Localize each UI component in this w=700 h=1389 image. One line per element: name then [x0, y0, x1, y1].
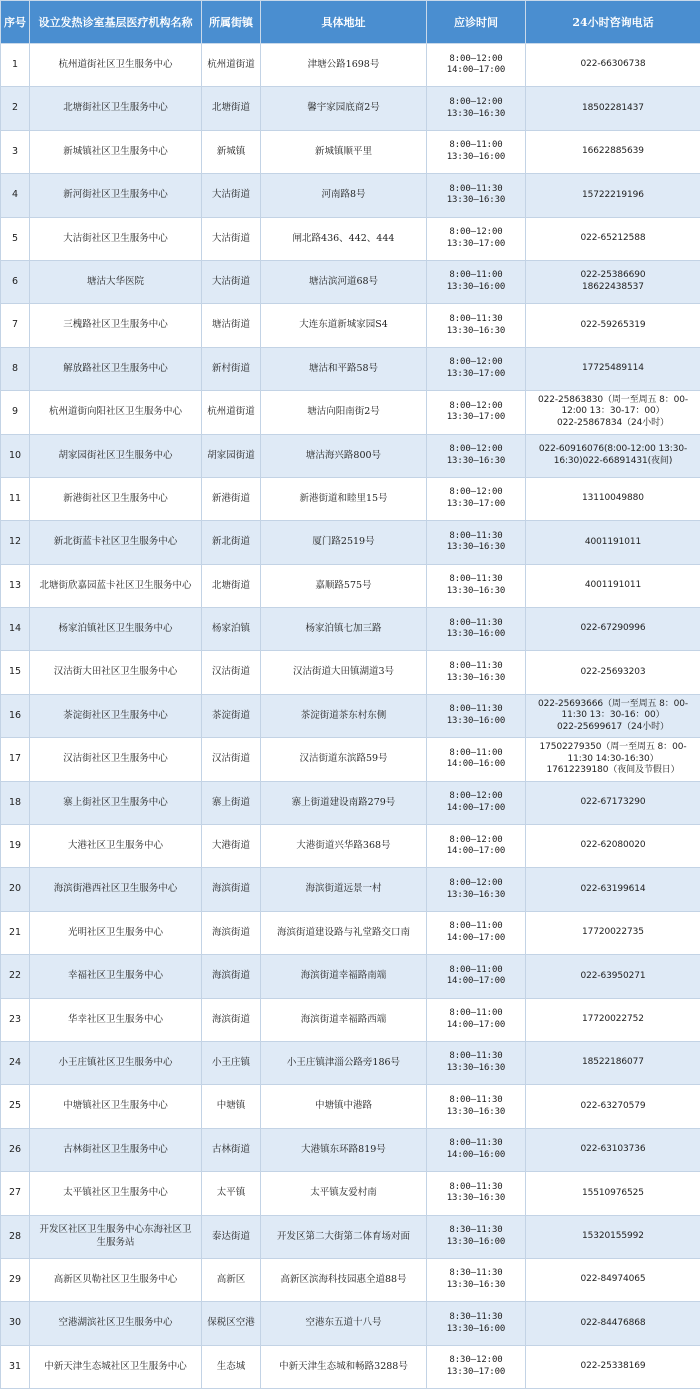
table-row — [1, 87, 700, 130]
row-index: 22 — [1, 955, 30, 998]
phone-number: 022-59265319 — [526, 304, 700, 347]
table-row — [1, 1302, 700, 1345]
institution-name: 杨家泊镇社区卫生服务中心 — [30, 608, 202, 651]
address: 塘沽海兴路800号 — [261, 434, 427, 477]
town-name: 大沽街道 — [202, 174, 261, 217]
row-index: 26 — [1, 1128, 30, 1171]
institution-name: 解放路社区卫生服务中心 — [30, 347, 202, 390]
phone-number: 15722219196 — [526, 174, 700, 217]
table-row — [1, 825, 700, 868]
address: 大港镇东环路819号 — [261, 1128, 427, 1171]
row-index: 7 — [1, 304, 30, 347]
address: 新城镇顺平里 — [261, 130, 427, 173]
row-index: 20 — [1, 868, 30, 911]
institution-name: 光明社区卫生服务中心 — [30, 911, 202, 954]
address: 大港街道兴华路368号 — [261, 825, 427, 868]
phone-number: 022-60916076(8:00-12:00 13:30- 16:30)022-66891431(夜间) — [526, 434, 700, 477]
row-index: 16 — [1, 694, 30, 737]
clinic-hours: 8:30—11:30 13:30—16:00 — [427, 1302, 526, 1345]
table-row — [1, 1128, 700, 1171]
row-index: 28 — [1, 1215, 30, 1258]
table-row — [1, 1085, 700, 1128]
town-name: 大港街道 — [202, 825, 261, 868]
address: 中塘镇中港路 — [261, 1085, 427, 1128]
town-name: 新北街道 — [202, 521, 261, 564]
address: 塘沽向阳南街2号 — [261, 391, 427, 434]
row-index: 30 — [1, 1302, 30, 1345]
clinic-hours: 8:00—11:00 13:30—16:00 — [427, 260, 526, 303]
row-index: 13 — [1, 564, 30, 607]
table-row — [1, 651, 700, 694]
address: 塘沽滨河道68号 — [261, 260, 427, 303]
address: 空港东五道十八号 — [261, 1302, 427, 1345]
town-name: 高新区 — [202, 1258, 261, 1301]
address: 汉沽街道大田镇湖道3号 — [261, 651, 427, 694]
table-row — [1, 217, 700, 260]
town-name: 大沽街道 — [202, 260, 261, 303]
phone-number: 17725489114 — [526, 347, 700, 390]
table-row — [1, 477, 700, 520]
table-row — [1, 347, 700, 390]
header-phone: 24小时咨询电话 — [526, 1, 700, 44]
town-name: 汉沽街道 — [202, 651, 261, 694]
institution-name: 空港湖滨社区卫生服务中心 — [30, 1302, 202, 1345]
address: 杨家泊镇七加三路 — [261, 608, 427, 651]
table-row — [1, 1345, 700, 1388]
clinic-hours: 8:30—12:00 13:30—17:00 — [427, 1345, 526, 1388]
row-index: 29 — [1, 1258, 30, 1301]
clinic-hours: 8:00—12:00 13:30—17:00 — [427, 477, 526, 520]
clinic-hours: 8:00—12:00 14:00—17:00 — [427, 44, 526, 87]
phone-number: 022-63103736 — [526, 1128, 700, 1171]
table-row — [1, 998, 700, 1041]
town-name: 大沽街道 — [202, 217, 261, 260]
town-name: 杭州道街道 — [202, 391, 261, 434]
table-row — [1, 955, 700, 998]
clinic-hours: 8:00—12:00 13:30—17:00 — [427, 217, 526, 260]
phone-number: 18522186077 — [526, 1041, 700, 1084]
clinic-hours: 8:00—12:00 14:00—17:00 — [427, 781, 526, 824]
phone-number: 022-25693666（周一至周五 8：00- 11:30 13：30-16：00） 022-25699617（24小时） — [526, 694, 700, 737]
table-row — [1, 44, 700, 87]
clinic-hours: 8:00—12:00 13:30—16:30 — [427, 868, 526, 911]
phone-number: 15510976525 — [526, 1172, 700, 1215]
table-row — [1, 260, 700, 303]
table-header-row — [1, 1, 700, 44]
phone-number: 022-84974065 — [526, 1258, 700, 1301]
phone-number: 4001191011 — [526, 564, 700, 607]
address: 海滨街道远景一村 — [261, 868, 427, 911]
clinic-hours: 8:00—11:00 14:00—16:00 — [427, 738, 526, 781]
row-index: 6 — [1, 260, 30, 303]
address: 太平镇友爱村南 — [261, 1172, 427, 1215]
table-row — [1, 738, 700, 781]
institution-name: 三槐路社区卫生服务中心 — [30, 304, 202, 347]
town-name: 海滨街道 — [202, 955, 261, 998]
address: 馨宇家园底商2号 — [261, 87, 427, 130]
town-name: 茶淀街道 — [202, 694, 261, 737]
table-row — [1, 1041, 700, 1084]
address: 河南路8号 — [261, 174, 427, 217]
town-name: 杨家泊镇 — [202, 608, 261, 651]
town-name: 新港街道 — [202, 477, 261, 520]
row-index: 18 — [1, 781, 30, 824]
row-index: 23 — [1, 998, 30, 1041]
table-row — [1, 521, 700, 564]
clinic-hours: 8:00—11:30 13:30—16:30 — [427, 1085, 526, 1128]
institution-name: 幸福社区卫生服务中心 — [30, 955, 202, 998]
address: 海滨街道建设路与礼堂路交口南 — [261, 911, 427, 954]
clinic-hours: 8:30—11:30 13:30—16:00 — [427, 1215, 526, 1258]
institution-name: 茶淀街社区卫生服务中心 — [30, 694, 202, 737]
table-row — [1, 781, 700, 824]
institution-name: 新北街蓝卡社区卫生服务中心 — [30, 521, 202, 564]
institution-name: 中塘镇社区卫生服务中心 — [30, 1085, 202, 1128]
row-index: 5 — [1, 217, 30, 260]
phone-number: 17720022735 — [526, 911, 700, 954]
address: 海滨街道幸福路南端 — [261, 955, 427, 998]
institution-name: 高新区贝勒社区卫生服务中心 — [30, 1258, 202, 1301]
clinic-hours: 8:00—11:00 13:30—16:00 — [427, 130, 526, 173]
table-row — [1, 130, 700, 173]
table-row — [1, 911, 700, 954]
town-name: 海滨街道 — [202, 998, 261, 1041]
clinic-hours: 8:00—11:30 13:30—16:00 — [427, 694, 526, 737]
institution-name: 北塘街社区卫生服务中心 — [30, 87, 202, 130]
row-index: 1 — [1, 44, 30, 87]
phone-number: 022-84476868 — [526, 1302, 700, 1345]
address: 津塘公路1698号 — [261, 44, 427, 87]
phone-number: 022-63270579 — [526, 1085, 700, 1128]
clinic-hours: 8:00—11:30 13:30—16:30 — [427, 304, 526, 347]
clinic-hours: 8:30—11:30 13:30—16:30 — [427, 1258, 526, 1301]
phone-number: 022-63199614 — [526, 868, 700, 911]
row-index: 21 — [1, 911, 30, 954]
phone-number: 022-62080020 — [526, 825, 700, 868]
phone-number: 15320155992 — [526, 1215, 700, 1258]
row-index: 15 — [1, 651, 30, 694]
table-row — [1, 868, 700, 911]
town-name: 北塘街道 — [202, 87, 261, 130]
phone-number: 022-25863830（周一至周五 8：00- 12:00 13：30-17：00） 022-25867834（24小时） — [526, 391, 700, 434]
clinic-hours: 8:00—11:30 13:30—16:30 — [427, 174, 526, 217]
town-name: 杭州道街道 — [202, 44, 261, 87]
clinic-hours: 8:00—11:30 13:30—16:30 — [427, 1041, 526, 1084]
clinic-hours: 8:00—11:30 14:00—16:00 — [427, 1128, 526, 1171]
institution-name: 太平镇社区卫生服务中心 — [30, 1172, 202, 1215]
row-index: 11 — [1, 477, 30, 520]
institution-name: 新城镇社区卫生服务中心 — [30, 130, 202, 173]
header-address: 具体地址 — [261, 1, 427, 44]
address: 高新区滨海科技园惠全道88号 — [261, 1258, 427, 1301]
phone-number: 022-63950271 — [526, 955, 700, 998]
row-index: 4 — [1, 174, 30, 217]
institution-name: 胡家园街社区卫生服务中心 — [30, 434, 202, 477]
table-row — [1, 694, 700, 737]
town-name: 汉沽街道 — [202, 738, 261, 781]
clinic-hours: 8:00—11:30 13:30—16:30 — [427, 564, 526, 607]
town-name: 古林街道 — [202, 1128, 261, 1171]
clinic-hours: 8:00—11:30 13:30—16:30 — [427, 521, 526, 564]
town-name: 生态城 — [202, 1345, 261, 1388]
town-name: 海滨街道 — [202, 911, 261, 954]
phone-number: 022-25338169 — [526, 1345, 700, 1388]
institution-name: 寨上街社区卫生服务中心 — [30, 781, 202, 824]
row-index: 17 — [1, 738, 30, 781]
row-index: 8 — [1, 347, 30, 390]
phone-number: 022-67290996 — [526, 608, 700, 651]
institution-name: 古林街社区卫生服务中心 — [30, 1128, 202, 1171]
clinic-hours: 8:00—11:30 13:30—16:00 — [427, 608, 526, 651]
phone-number: 18502281437 — [526, 87, 700, 130]
clinic-hours: 8:00—12:00 13:30—16:30 — [427, 87, 526, 130]
table-row — [1, 304, 700, 347]
town-name: 胡家园街道 — [202, 434, 261, 477]
table-row — [1, 1172, 700, 1215]
clinic-hours: 8:00—12:00 13:30—17:00 — [427, 391, 526, 434]
row-index: 3 — [1, 130, 30, 173]
town-name: 中塘镇 — [202, 1085, 261, 1128]
phone-number: 17502279350（周一至周五 8：00- 11:30 14:30-16:30） 17612239180（夜间及节假日） — [526, 738, 700, 781]
table-body — [1, 44, 700, 1389]
clinic-hours: 8:00—11:00 14:00—17:00 — [427, 998, 526, 1041]
institution-name: 塘沽大华医院 — [30, 260, 202, 303]
address: 开发区第二大街第二体育场对面 — [261, 1215, 427, 1258]
institution-name: 大港社区卫生服务中心 — [30, 825, 202, 868]
institution-name: 北塘街欣嘉园蓝卡社区卫生服务中心 — [30, 564, 202, 607]
table-row — [1, 174, 700, 217]
clinic-hours: 8:00—12:00 14:00—17:00 — [427, 825, 526, 868]
institution-name: 汉沽街大田社区卫生服务中心 — [30, 651, 202, 694]
row-index: 2 — [1, 87, 30, 130]
phone-number: 022-65212588 — [526, 217, 700, 260]
address: 塘沽和平路58号 — [261, 347, 427, 390]
clinic-hours: 8:00—11:30 13:30—16:30 — [427, 1172, 526, 1215]
row-index: 9 — [1, 391, 30, 434]
town-name: 新城镇 — [202, 130, 261, 173]
institution-name: 中新天津生态城社区卫生服务中心 — [30, 1345, 202, 1388]
phone-number: 17720022752 — [526, 998, 700, 1041]
town-name: 新村街道 — [202, 347, 261, 390]
town-name: 塘沽街道 — [202, 304, 261, 347]
address: 闸北路436、442、444 — [261, 217, 427, 260]
row-index: 25 — [1, 1085, 30, 1128]
row-index: 10 — [1, 434, 30, 477]
table-row — [1, 1258, 700, 1301]
town-name: 泰达街道 — [202, 1215, 261, 1258]
header-institution-name: 设立发热诊室基层医疗机构名称 — [30, 1, 202, 44]
institution-name: 杭州道街向阳社区卫生服务中心 — [30, 391, 202, 434]
phone-number: 4001191011 — [526, 521, 700, 564]
institution-name: 海滨街港西社区卫生服务中心 — [30, 868, 202, 911]
phone-number: 022-67173290 — [526, 781, 700, 824]
institution-name: 大沽街社区卫生服务中心 — [30, 217, 202, 260]
address: 新港街道和睦里15号 — [261, 477, 427, 520]
institution-name: 杭州道街社区卫生服务中心 — [30, 44, 202, 87]
town-name: 保税区空港 — [202, 1302, 261, 1345]
clinic-hours: 8:00—12:00 13:30—16:30 — [427, 434, 526, 477]
address: 海滨街道幸福路西端 — [261, 998, 427, 1041]
address: 中新天津生态城和畅路3288号 — [261, 1345, 427, 1388]
town-name: 寨上街道 — [202, 781, 261, 824]
address: 大连东道新城家园S4 — [261, 304, 427, 347]
table-row — [1, 1215, 700, 1258]
table-row — [1, 608, 700, 651]
phone-number: 022-25693203 — [526, 651, 700, 694]
phone-number: 13110049880 — [526, 477, 700, 520]
clinic-hours: 8:00—11:00 14:00—17:00 — [427, 955, 526, 998]
town-name: 北塘街道 — [202, 564, 261, 607]
header-index: 序号 — [1, 1, 30, 44]
institution-name: 新河街社区卫生服务中心 — [30, 174, 202, 217]
town-name: 海滨街道 — [202, 868, 261, 911]
row-index: 31 — [1, 1345, 30, 1388]
phone-number: 16622885639 — [526, 130, 700, 173]
institution-name: 新港街社区卫生服务中心 — [30, 477, 202, 520]
address: 汉沽街道东滨路59号 — [261, 738, 427, 781]
institution-name: 华幸社区卫生服务中心 — [30, 998, 202, 1041]
header-town: 所属街镇 — [202, 1, 261, 44]
clinic-hours: 8:00—11:00 14:00—17:00 — [427, 911, 526, 954]
phone-number: 022-25386690 18622438537 — [526, 260, 700, 303]
town-name: 太平镇 — [202, 1172, 261, 1215]
row-index: 19 — [1, 825, 30, 868]
row-index: 24 — [1, 1041, 30, 1084]
row-index: 12 — [1, 521, 30, 564]
table-row — [1, 434, 700, 477]
institution-name: 开发区社区卫生服务中心东海社区卫 生服务站 — [30, 1215, 202, 1258]
clinic-hours: 8:00—12:00 13:30—17:00 — [427, 347, 526, 390]
institution-name: 汉沽街社区卫生服务中心 — [30, 738, 202, 781]
row-index: 14 — [1, 608, 30, 651]
address: 嘉顺路575号 — [261, 564, 427, 607]
address: 茶淀街道茶东村东侧 — [261, 694, 427, 737]
header-clinic-hours: 应诊时间 — [427, 1, 526, 44]
address: 寨上街道建设南路279号 — [261, 781, 427, 824]
phone-number: 022-66306738 — [526, 44, 700, 87]
clinic-hours: 8:00—11:30 13:30—16:30 — [427, 651, 526, 694]
address: 小王庄镇津淄公路旁186号 — [261, 1041, 427, 1084]
institution-name: 小王庄镇社区卫生服务中心 — [30, 1041, 202, 1084]
town-name: 小王庄镇 — [202, 1041, 261, 1084]
row-index: 27 — [1, 1172, 30, 1215]
table-row — [1, 391, 700, 434]
address: 厦门路2519号 — [261, 521, 427, 564]
table-row — [1, 564, 700, 607]
